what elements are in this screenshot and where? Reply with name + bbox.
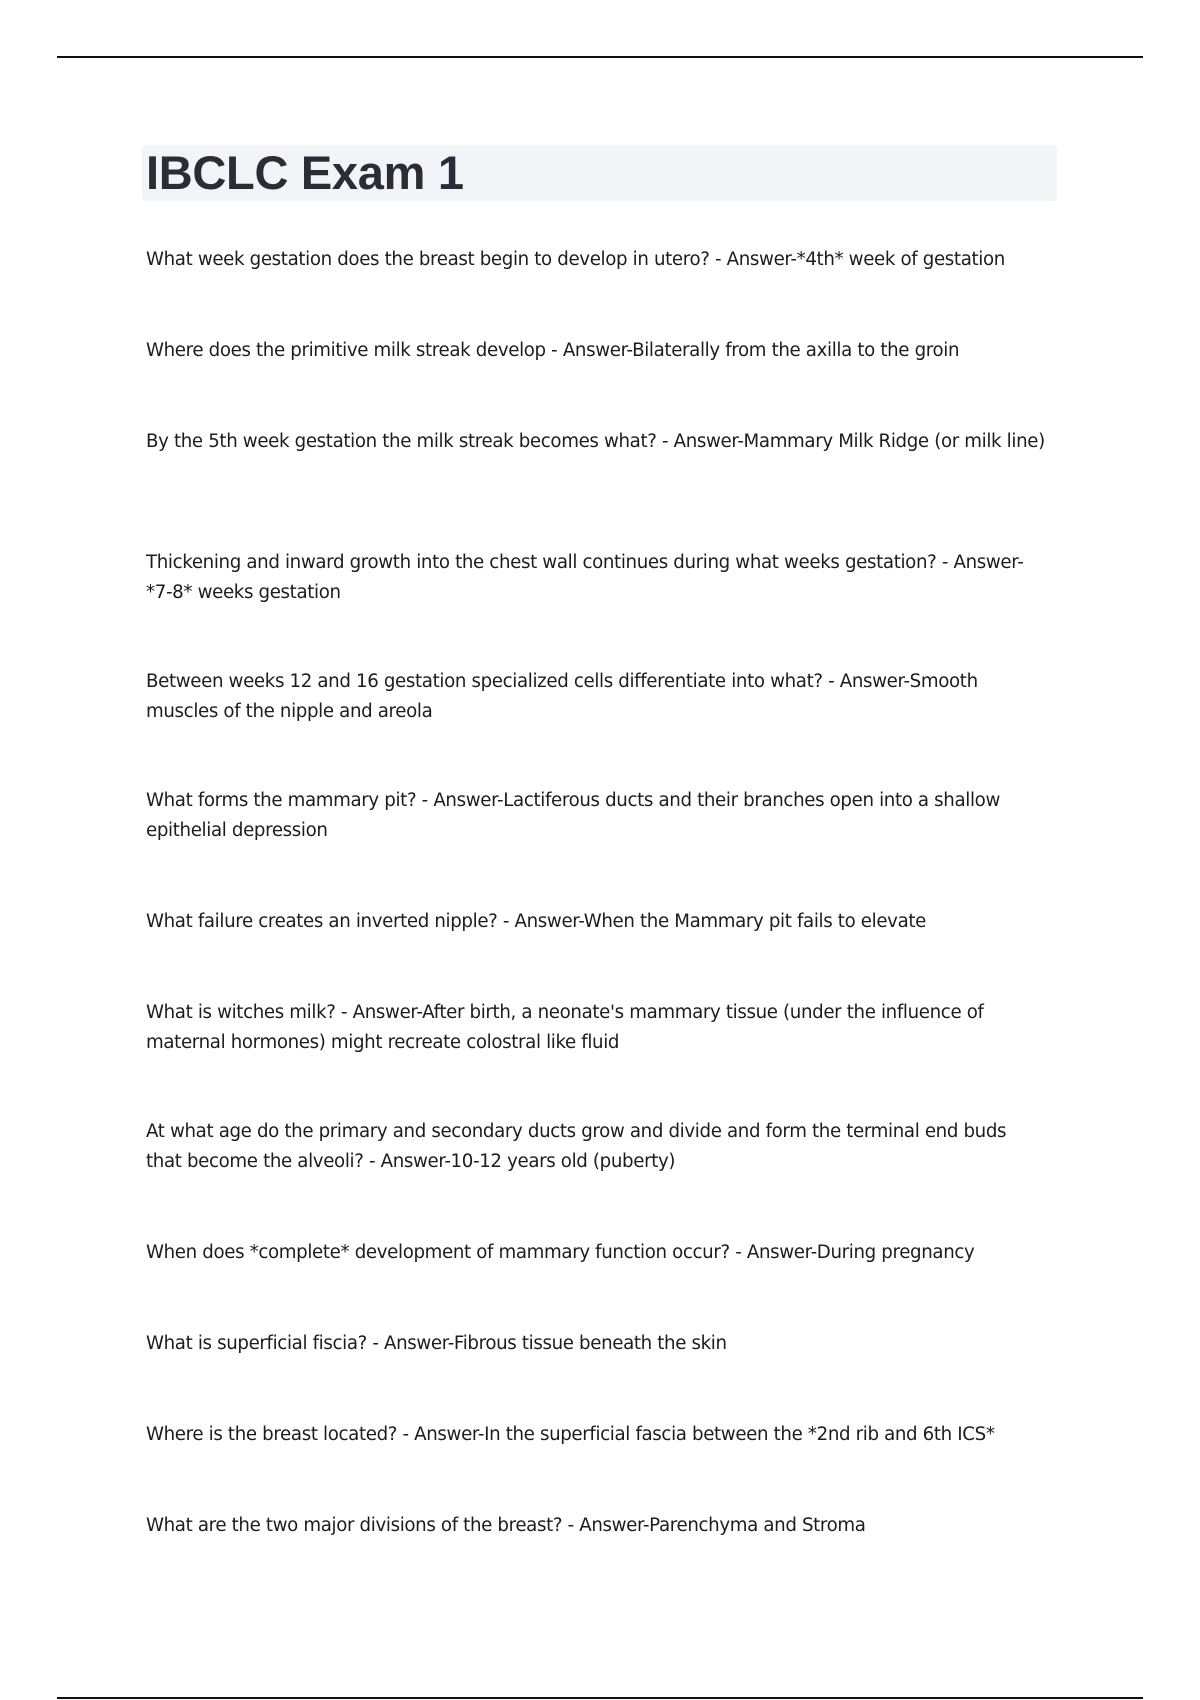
page-title: IBCLC Exam 1 [146, 146, 464, 199]
bottom-rule [57, 1697, 1143, 1699]
qa-item: Thickening and inward growth into the chest wall continues during what weeks gestation? - Answer-*7-8* weeks gestation [146, 552, 1024, 603]
qa-item: What are the two major divisions of the breast? - Answer-Parenchyma and Stroma [146, 1515, 866, 1536]
qa-item: What forms the mammary pit? - Answer-Lactiferous ducts and their branches open into a shallow epithelial depression [146, 790, 1000, 841]
qa-item: By the 5th week gestation the milk streak becomes what? - Answer-Mammary Milk Ridge (or milk line) [146, 431, 1045, 452]
qa-item: What is superficial fiscia? - Answer-Fibrous tissue beneath the skin [146, 1333, 727, 1354]
qa-item: Between weeks 12 and 16 gestation specialized cells differentiate into what? - Answer-Smooth muscles of the nipple and areola [146, 671, 978, 722]
qa-item: What is witches milk? - Answer-After birth, a neonate's mammary tissue (under the influence of maternal hormones) might recreate colostral like fluid [146, 1002, 984, 1053]
top-rule [57, 56, 1143, 58]
qa-item: What failure creates an inverted nipple? - Answer-When the Mammary pit fails to elevate [146, 911, 926, 932]
qa-item: At what age do the primary and secondary ducts grow and divide and form the terminal end buds that become the alveoli? - Answer-10-12 years old (puberty) [146, 1121, 1007, 1172]
qa-item: Where is the breast located? - Answer-In the superficial fascia between the *2nd rib and 6th ICS* [146, 1424, 995, 1445]
qa-item: Where does the primitive milk streak develop - Answer-Bilaterally from the axilla to the groin [146, 340, 960, 361]
qa-item: When does *complete* development of mammary function occur? - Answer-During pregnancy [146, 1242, 975, 1263]
qa-item: What week gestation does the breast begin to develop in utero? - Answer-*4th* week of gestation [146, 249, 1005, 270]
